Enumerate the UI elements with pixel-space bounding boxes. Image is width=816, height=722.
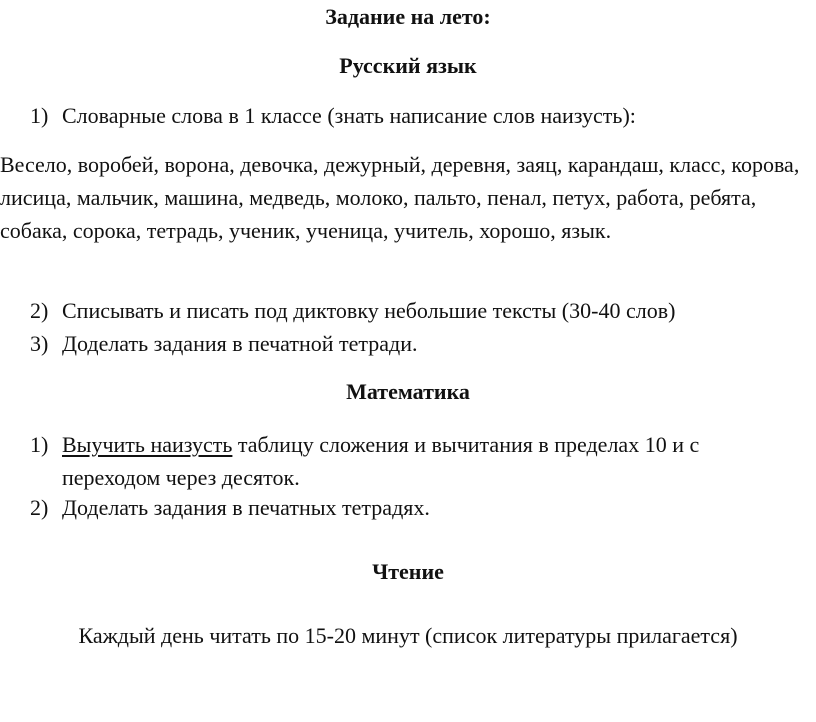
russian-item-1: [30, 99, 800, 132]
math-item-1-rest: таблицу сложения и вычитания в пределах 10 и с переходом через десяток.: [62, 432, 700, 490]
russian-item-1-text: Словарные слова в 1 классе (знать написание слов наизусть):: [62, 103, 636, 128]
russian-item-3: [30, 327, 800, 360]
page-title: Задание на лето:: [325, 4, 491, 29]
russian-heading: Русский язык: [339, 53, 477, 78]
reading-heading: Чтение: [372, 559, 444, 584]
math-heading: Математика: [346, 379, 470, 404]
list-number: 2): [30, 495, 49, 520]
russian-item-3-text: Доделать задания в печатной тетради.: [62, 331, 418, 356]
math-item-1-text: [62, 428, 800, 494]
underlined-phrase: Выучить наизусть: [62, 432, 233, 457]
reading-text: Каждый день читать по 15-20 минут (список литературы прилагается): [78, 623, 738, 648]
vocabulary-words: Весело, воробей, ворона, девочка, дежурный, деревня, заяц, карандаш, класс, корова, лисица, мальчик, машина, медведь, молоко, пальто, пенал, петух, работа, ребята, собака, сорока, тетрадь, ученик, ученица, учитель, хорошо, язык.: [0, 152, 800, 243]
list-number: 1): [30, 103, 49, 128]
math-item-1: [30, 428, 800, 494]
list-number: 3): [30, 331, 49, 356]
list-number: 1): [30, 432, 49, 457]
math-item-2: [30, 491, 800, 524]
russian-item-2-text: Списывать и писать под диктовку небольшие тексты (30-40 слов): [62, 298, 676, 323]
russian-item-2: [30, 294, 800, 327]
math-item-2-text: Доделать задания в печатных тетрадях.: [62, 495, 430, 520]
list-number: 2): [30, 298, 49, 323]
